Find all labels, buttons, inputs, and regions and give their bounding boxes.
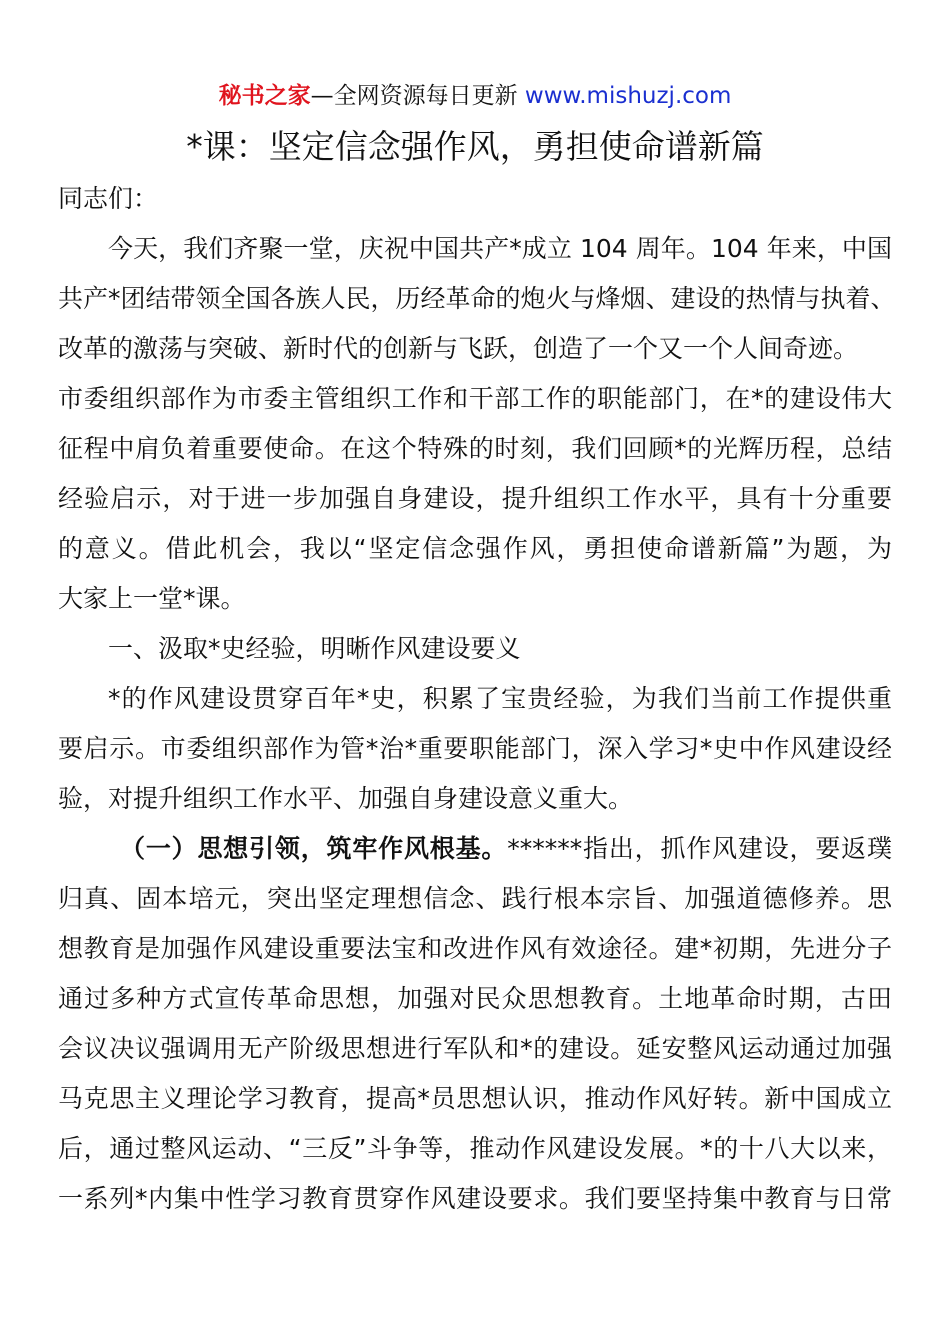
subsection-heading: （一）思想引领，筑牢作风根基。 bbox=[120, 834, 508, 863]
site-brand: 秘书之家 bbox=[218, 83, 311, 109]
paragraph-line: 大家上一堂*课。 bbox=[58, 584, 246, 613]
paragraph-line: 马克思主义理论学习教育，提高*员思想认识，推动作风好转。新中国成立 bbox=[58, 1084, 892, 1113]
paragraph-line: 今天，我们齐聚一堂，庆祝中国共产*成立 104 周年。104 年来，中国 bbox=[108, 234, 892, 263]
paragraph-line: 的意义。借此机会，我以“坚定信念强作风，勇担使命谱新篇”为题，为 bbox=[58, 534, 892, 563]
document-body bbox=[58, 174, 896, 1224]
salutation: 同志们： bbox=[58, 184, 159, 213]
section-heading: 一、汲取*史经验，明晰作风建设要义 bbox=[108, 634, 521, 663]
paragraph-line: 后，通过整风运动、“三反”斗争等，推动作风建设发展。*的十八大以来， bbox=[58, 1134, 892, 1163]
site-slogan: —全网资源每日更新 bbox=[310, 83, 525, 109]
paragraph-line: 市委组织部作为市委主管组织工作和干部工作的职能部门，在*的建设伟大 bbox=[58, 384, 892, 413]
paragraph-line: 一系列*内集中性学习教育贯穿作风建设要求。我们要坚持集中教育与日常 bbox=[58, 1184, 892, 1213]
paragraph-text: ******指出，抓作风建设，要返璞 bbox=[507, 834, 892, 863]
paragraph-line: 会议决议强调用无产阶级思想进行军队和*的建设。延安整风运动通过加强 bbox=[58, 1034, 892, 1063]
paragraph-line bbox=[58, 824, 892, 874]
paragraph-line: *的作风建设贯穿百年*史，积累了宝贵经验，为我们当前工作提供重 bbox=[108, 684, 892, 713]
paragraph-line: 归真、固本培元，突出坚定理想信念、践行根本宗旨、加强道德修养。思 bbox=[58, 884, 892, 913]
paragraph-line: 共产*团结带领全国各族人民，历经革命的炮火与烽烟、建设的热情与执着、 bbox=[58, 284, 896, 313]
paragraph-line: 改革的激荡与突破、新时代的创新与飞跃，创造了一个又一个人间奇迹。 bbox=[58, 334, 859, 363]
paragraph-line: 要启示。市委组织部作为管*治*重要职能部门，深入学习*史中作风建设经 bbox=[58, 734, 892, 763]
document-title: *课：坚定信念强作风，勇担使命谱新篇 bbox=[186, 127, 764, 166]
paragraph-line: 通过多种方式宣传革命思想，加强对民众思想教育。土地革命时期，古田 bbox=[58, 984, 892, 1013]
site-banner bbox=[0, 80, 950, 112]
site-url: www.mishuzj.com bbox=[524, 83, 732, 109]
paragraph-line: 想教育是加强作风建设重要法宝和改进作风有效途径。建*初期，先进分子 bbox=[58, 934, 892, 963]
paragraph-line: 征程中肩负着重要使命。在这个特殊的时刻，我们回顾*的光辉历程，总结 bbox=[58, 434, 892, 463]
paragraph-line: 验，对提升组织工作水平、加强自身建设意义重大。 bbox=[58, 784, 634, 813]
paragraph-line: 经验启示，对于进一步加强自身建设，提升组织工作水平，具有十分重要 bbox=[58, 484, 892, 513]
